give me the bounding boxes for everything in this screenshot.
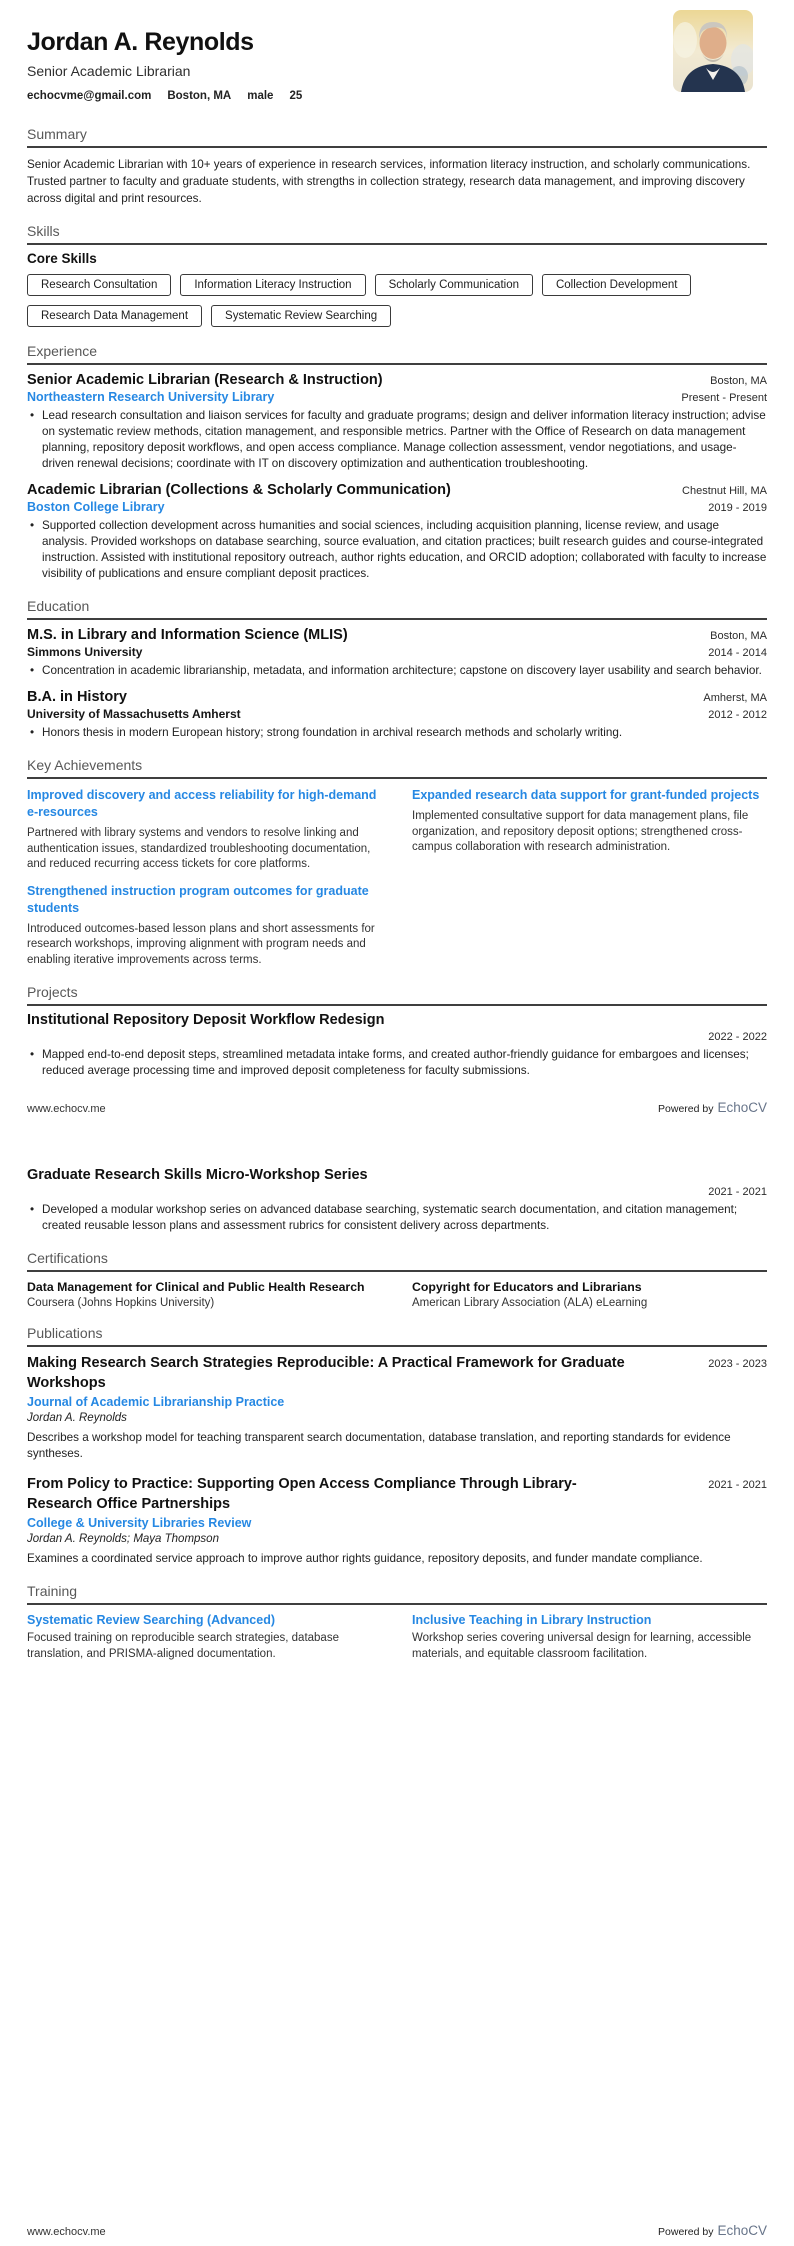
degree-title: B.A. in History xyxy=(27,689,127,705)
job-title: Academic Librarian (Collections & Scholarly Communication) xyxy=(27,482,451,498)
projects-heading: Projects xyxy=(27,984,78,1000)
section-divider xyxy=(27,1004,767,1006)
section-education xyxy=(27,598,767,741)
training-item xyxy=(27,1613,382,1662)
education-dates: 2012 - 2012 xyxy=(708,709,767,721)
school-name: Simmons University xyxy=(27,645,143,659)
publication-journal-link[interactable]: Journal of Academic Librarianship Practice xyxy=(27,1395,285,1409)
section-publications xyxy=(27,1325,767,1567)
project-dates: 2022 - 2022 xyxy=(708,1031,767,1043)
contact-email: echocvme@gmail.com xyxy=(27,90,152,102)
job-title: Senior Academic Librarian (Research & Instruction) xyxy=(27,372,383,388)
person-name: Jordan A. Reynolds xyxy=(27,28,254,56)
experience-item xyxy=(27,372,767,472)
person-role: Senior Academic Librarian xyxy=(27,63,191,79)
education-bullet: • Concentration in academic librarianship, metadata, and information architecture; capstone on discovery layer usability and search behavior. xyxy=(27,663,767,679)
training-body: Workshop series covering universal design for learning, accessible materials, and equitable classroom facilitation. xyxy=(412,1632,752,1660)
job-dates: Present - Present xyxy=(681,392,767,404)
certifications-heading: Certifications xyxy=(27,1250,108,1266)
project-bullet: • Mapped end-to-end deposit steps, streamlined metadata intake forms, and created author-friendly guidance for embargoes and licenses; reduced average processing time and improved deposit completeness for faculty submissions. xyxy=(27,1047,767,1079)
footer-site-link[interactable]: www.echocv.me xyxy=(27,2226,106,2238)
project-dates: 2021 - 2021 xyxy=(708,1186,767,1198)
achievement-title-link[interactable]: Strengthened instruction program outcomes for graduate students xyxy=(27,883,369,915)
education-item xyxy=(27,627,767,679)
project-title: Graduate Research Skills Micro-Workshop Series xyxy=(27,1167,368,1183)
training-title-link[interactable]: Systematic Review Searching (Advanced) xyxy=(27,1613,276,1627)
job-company-link[interactable]: Boston College Library xyxy=(27,500,165,514)
section-divider xyxy=(27,618,767,620)
publication-title: Making Research Search Strategies Reproducible: A Practical Framework for Graduate Workshops xyxy=(27,1355,625,1391)
footer-brand-link[interactable]: EchoCV xyxy=(717,1100,767,1115)
section-divider xyxy=(27,1270,767,1272)
training-title-link[interactable]: Inclusive Teaching in Library Instruction xyxy=(412,1613,652,1627)
summary-text: Senior Academic Librarian with 10+ years of experience in research services, information literacy instruction, and scholarly communications. Trusted partner to faculty and graduate students, with strengths in collection strategy, research data management, and improving discovery across digital and print resources. xyxy=(27,158,751,205)
section-divider xyxy=(27,243,767,245)
skill-chip: Research Data Management xyxy=(27,305,202,327)
contact-age: 25 xyxy=(289,90,303,102)
summary-heading: Summary xyxy=(27,126,87,142)
achievement-body: Implemented consultative support for data management plans, file organization, and repository deposit options; strengthened cross-campus collaboration with research administration. xyxy=(412,810,749,853)
skill-chip: Research Consultation xyxy=(27,274,171,296)
achievement-body: Partnered with library systems and vendors to resolve linking and authentication issues, standardized troubleshooting documentation, and reduced recurring access tickets for core platforms. xyxy=(27,827,371,870)
degree-title: M.S. in Library and Information Science (MLIS) xyxy=(27,627,348,643)
training-body: Focused training on reproducible search strategies, database translation, and PRISMA-aligned documentation. xyxy=(27,1632,339,1660)
footer-powered-label: Powered by xyxy=(658,2226,714,2238)
section-certifications xyxy=(27,1250,767,1309)
contact-location: Boston, MA xyxy=(167,90,232,102)
publication-journal-link[interactable]: College & University Libraries Review xyxy=(27,1516,252,1530)
achievements-grid xyxy=(27,787,767,968)
contact-gender: male xyxy=(247,90,274,102)
achievement-title-link[interactable]: Improved discovery and access reliability for high-demand e-resources xyxy=(27,788,377,819)
profile-photo xyxy=(673,10,753,92)
section-divider xyxy=(27,1345,767,1347)
skills-chip-list xyxy=(27,274,767,327)
publication-description: Examines a coordinated service approach to improve author rights guidance, repository deposits, and funder mandate compliance. xyxy=(27,1552,703,1565)
footer-powered-by xyxy=(658,2223,767,2238)
section-training xyxy=(27,1583,767,1662)
skill-chip: Collection Development xyxy=(542,274,691,296)
skill-chip: Systematic Review Searching xyxy=(211,305,391,327)
publication-dates: 2023 - 2023 xyxy=(708,1358,767,1370)
training-grid xyxy=(27,1613,767,1662)
footer-brand-link[interactable]: EchoCV xyxy=(717,2223,767,2238)
certifications-grid xyxy=(27,1280,767,1309)
publications-heading: Publications xyxy=(27,1325,103,1341)
section-achievements xyxy=(27,757,767,968)
page-footer xyxy=(27,1100,767,1115)
publication-item xyxy=(27,1353,767,1462)
publication-dates: 2021 - 2021 xyxy=(708,1479,767,1491)
footer-site-link[interactable]: www.echocv.me xyxy=(27,1103,106,1115)
publication-description: Describes a workshop model for teaching transparent search documentation, database translation, and reporting standards for evidence syntheses. xyxy=(27,1431,731,1460)
achievement-item xyxy=(27,883,382,969)
training-item xyxy=(412,1613,767,1662)
publication-authors: Jordan A. Reynolds; Maya Thompson xyxy=(27,1533,219,1545)
project-item xyxy=(27,1012,767,1079)
certification-item xyxy=(412,1280,767,1309)
section-experience xyxy=(27,343,767,582)
publication-authors: Jordan A. Reynolds xyxy=(27,1412,127,1424)
achievement-title-link[interactable]: Expanded research data support for grant-funded projects xyxy=(412,788,760,802)
contact-row xyxy=(27,90,767,102)
training-heading: Training xyxy=(27,1583,78,1599)
experience-heading: Experience xyxy=(27,343,98,359)
job-location: Boston, MA xyxy=(710,375,767,387)
project-bullet: • Developed a modular workshop series on advanced database searching, systematic search documentation, and citation management; created reusable lesson plans and assessment rubrics for consistent delivery across departments. xyxy=(27,1202,767,1234)
certification-title: Copyright for Educators and Librarians xyxy=(412,1280,642,1294)
publication-item xyxy=(27,1474,767,1567)
certification-item xyxy=(27,1280,382,1309)
education-bullet: • Honors thesis in modern European history; strong foundation in archival research methods and scholarly writing. xyxy=(27,725,767,741)
education-location: Amherst, MA xyxy=(703,692,767,704)
section-divider xyxy=(27,146,767,148)
section-divider xyxy=(27,363,767,365)
footer-powered-label: Powered by xyxy=(658,1103,714,1115)
certification-issuer: American Library Association (ALA) eLearning xyxy=(412,1297,648,1309)
section-divider xyxy=(27,777,767,779)
achievement-item xyxy=(412,787,767,873)
project-title: Institutional Repository Deposit Workflow Redesign xyxy=(27,1012,385,1028)
job-company-link[interactable]: Northeastern Research University Library xyxy=(27,390,275,404)
certification-title: Data Management for Clinical and Public Health Research xyxy=(27,1280,365,1294)
section-divider xyxy=(27,1603,767,1605)
page-footer xyxy=(27,2223,767,2238)
skill-chip: Information Literacy Instruction xyxy=(180,274,365,296)
job-dates: 2019 - 2019 xyxy=(708,502,767,514)
experience-item xyxy=(27,482,767,582)
section-skills xyxy=(27,223,767,327)
publication-title: From Policy to Practice: Supporting Open Access Compliance Through Library-Research Office Partnerships xyxy=(27,1476,577,1512)
section-summary xyxy=(27,126,767,207)
certification-issuer: Coursera (Johns Hopkins University) xyxy=(27,1297,215,1309)
job-location: Chestnut Hill, MA xyxy=(682,485,767,497)
cv-header xyxy=(27,0,767,102)
footer-powered-by xyxy=(658,1100,767,1115)
achievement-body: Introduced outcomes-based lesson plans and short assessments for research workshops, improving alignment with program needs and enabling iterative improvements across terms. xyxy=(27,922,375,966)
job-bullet: • Supported collection development across humanities and social sciences, including acquisition planning, license review, and usage analysis. Provided workshops on database searching, source evaluation, and citation practices; built research guides and course-integrated instruction. Assisted with institutional repository outreach, author rights education, and ORCID adoption; collaborated with faculty to increase visibility of publications and ensure compliant deposit practices. xyxy=(27,518,767,582)
profile-photo-image xyxy=(673,10,753,92)
section-projects xyxy=(27,984,767,1079)
education-heading: Education xyxy=(27,598,90,614)
education-dates: 2014 - 2014 xyxy=(708,647,767,659)
achievements-heading: Key Achievements xyxy=(27,757,143,773)
job-bullet: • Lead research consultation and liaison services for faculty and graduate programs; design and deliver information literacy instruction; advise on systematic review methods, citation management, and responsible metrics. Partner with the Office of Research on data management planning, repository deposit workflows, and open access compliance. Manage collection assessment, vendor negotiations, and usage-driven renewal decisions; coordinate with IT on discovery optimization and authentication troubleshooting. xyxy=(27,408,767,472)
education-location: Boston, MA xyxy=(710,630,767,642)
cv-page-2 xyxy=(0,1123,794,2246)
project-item xyxy=(27,1167,767,1234)
skills-heading: Skills xyxy=(27,223,60,239)
skills-group-label: Core Skills xyxy=(27,251,97,266)
achievement-item xyxy=(27,787,382,873)
education-item xyxy=(27,689,767,741)
skill-chip: Scholarly Communication xyxy=(375,274,533,296)
school-name: University of Massachusetts Amherst xyxy=(27,707,241,721)
